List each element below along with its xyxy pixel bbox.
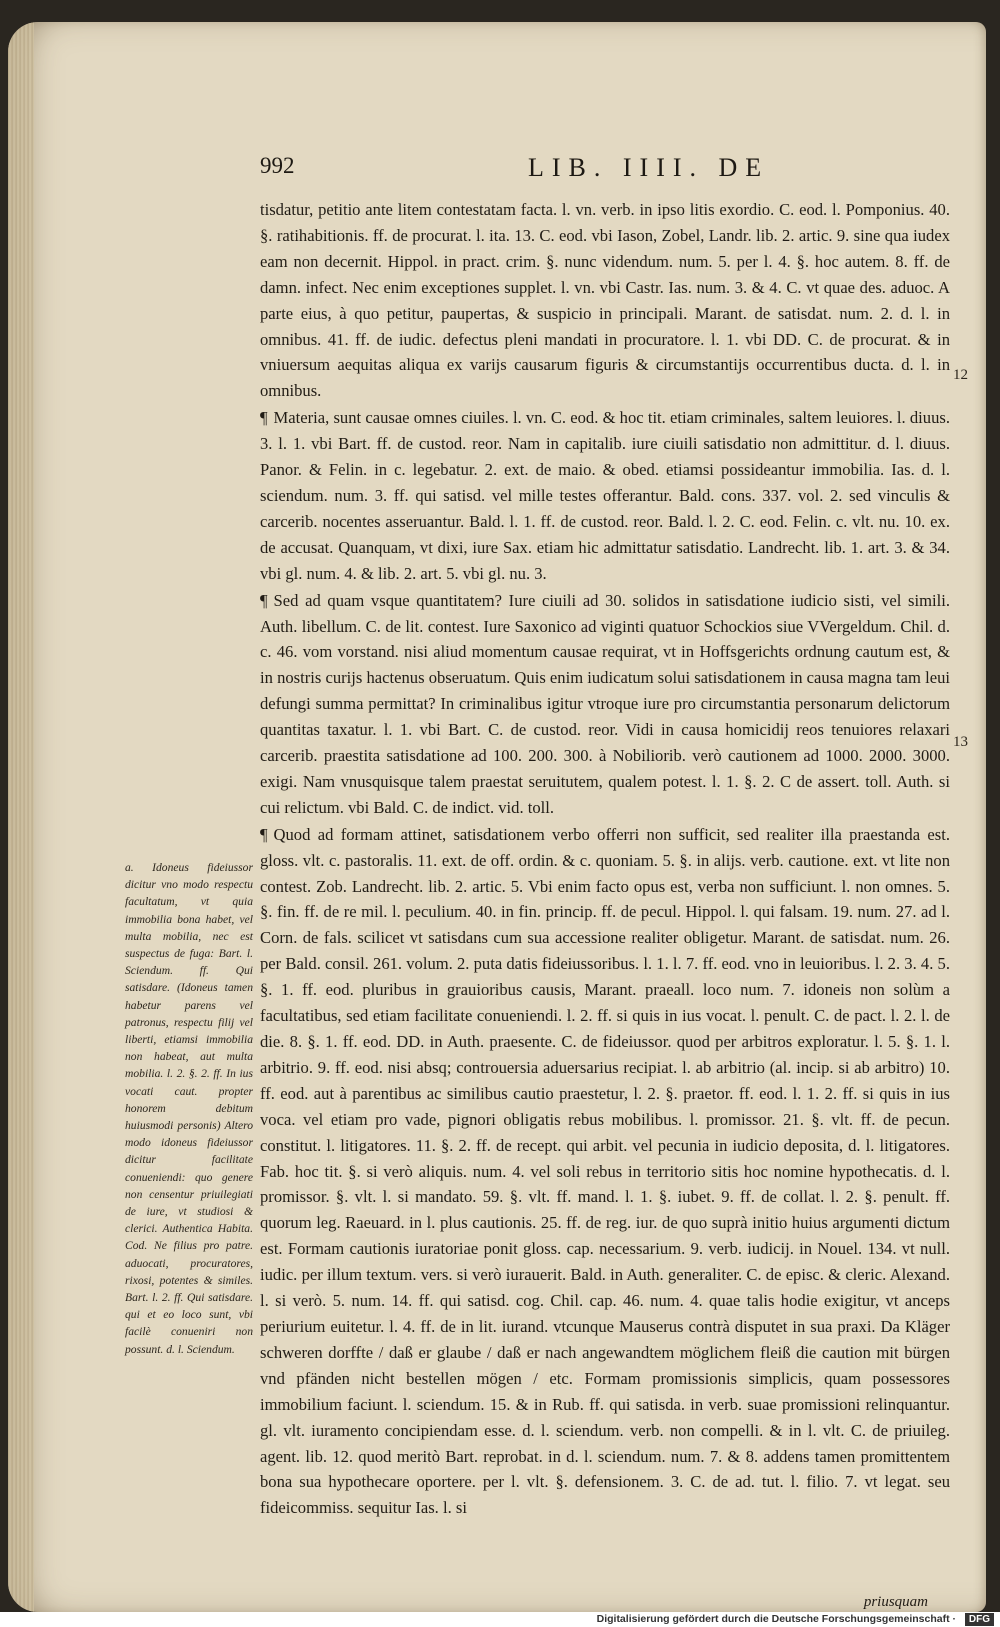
footer-credit: Digitalisierung gefördert durch die Deutsche Forschungsgemeinschaft · (596, 1613, 956, 1625)
paragraph-text: Quod ad formam attinet, satisdationem verbo offerri non sufficit, sed realiter illa praestanda est. gloss. vlt. c. pastoralis. 11. ext. de off. ordin. & c. quoniam. 5. §. in alijs. verb. cautione. ext. vt lite non contest. Zob. Landrecht. lib. 2. artic. 5. Vbi enim facto opus est, verba non sufficiunt. l. non omnes. 5. §. fin. ff. de re mil. l. peculium. 40. in fin. princip. ff. de pecul. Hippol. l. qui falsam. 19. num. 27. ad l. Corn. de fals. scilicet vt satisdans cum sua accessione realiter obligetur. Marant. de satisdat. num. 26. per Bald. consil. 261. volum. 2. puta datis fideiussoribus. l. 1. l. 7. ff. eod. vno in leuioribus. l. 2. 3. 4. 5. §. 1. ff. eod. pluribus in grauioribus causis, Marant. praeall. loco num. 7. idoneis non solùm a facultatibus, sed etiam facilitate conueniendi. l. 2. ff. si quis in ius vocat. l. penult. C. de pact. l. 2. l. de die. 8. §. 1. ff. eod. DD. in Auth. praesente. C. de fideiussor. quod per arbitros exploratur. l. 5. §. 1. l. arbitrio. 9. ff. eod. nisi absq; controuersia aduersarius recipiat. l. ab arbitrio (al. incip. si ab arbitro) 10. ff. eod. aut à parentibus ac similibus cautio praestetur, l. 2. §. praetor. ff. eod. l. 1. 2. ff. si quis in ius voca. vel etiam pro vade, pignori obligatis rebus mobilibus. l. promissor. 21. §. vlt. ff. de pecun. constitut. l. litigatores. 11. §. 2. ff. de recept. qui arbit. vel pecunia in iudicio deposita, d. l. litigatores. Fab. hoc tit. §. si verò aliquis. num. 4. vel soli rebus in territorio sitis hoc nomine hypothecatis. d. l. promissor. §. vlt. l. si mandato. 59. §. vlt. ff. mand. l. 1. §. iubet. 9. ff. de collat. l. 2. §. penult. ff. quorum leg. Raeuard. in l. plus cautionis. 25. ff. de reg. iur. de quo suprà initio huius argumenti dictum est. Formam cautionis iuratoriae ponit gloss. cap. necessarium. 9. verb. iudicij. in Nouel. 134. vt null. iudic. per illum textum. vers. si verò iurauerit. Bald. in Auth. generaliter. C. de episc. & cleric. Alexand. l. si verò. 5. num. 14. ff. qui satisd. cog. Chil. cap. 46. num. 4. quae talis hodie exigitur, vt anceps periurium euitetur. l. 4. ff. de in lit. iurand. vtcunque Mauserus contrà disputet in sua praxi. Da Kläger schweren dorffte / daß er glaube / daß er nach angewandtem möglichem fleiß die caution mit bürgen vnd pfänden nicht bestellen mögen / etc. Formam promissionis simplicis, quam possessores immobilium faciunt. l. sciendum. 15. & in Rub. ff. qui satisda. in verb. suae promissioni relinquantur. gl. vlt. iuramento concipiendam esse. d. l. sciendum. verb. non compelli. & in l. vlt. C. de priuileg. agent. lib. 12. quod meritò Bart. reprobat. in d. l. sciendum. num. 7. & 8. addens tamen promittentem bona sua hypothecare oportere. per l. vlt. §. defensionem. 3. C. de ad. tut. l. filio. 7. vt legat. seu fideicommiss. sequitur Ias. l. si (260, 824, 950, 1518)
running-title: LIB. IIII. DE (528, 153, 770, 182)
page-number: 992 (260, 153, 295, 178)
dfg-logo: DFG (965, 1613, 994, 1626)
main-text-column (260, 197, 950, 1521)
paragraph (260, 822, 950, 1521)
page-edge (8, 22, 34, 1612)
side-note: a. Idoneus fideiussor dicitur vno modo respectu facultatum, vt quia immobilia bona habet, vel multa mobilia, nec est suspectus de fuga: Bart. l. Sciendum. ff. Qui satisdare. (Idoneus tamen habetur parens vel patronus, respectu filij vel liberti, etiamsi immobilia non habeat, aut multa mobilia. l. 2. §. 2. ff. In ius vocati caut. propter honorem debitum huiusmodi personis) Altero modo idoneus fideiussor dicitur facilitate conueniendi: quo genere non censentur priuilegiati de iure, vt studiosi & clerici. Authentica Habita. Cod. Ne filius pro patre. aduocati, procuratores, rixosi, potentes & similes. Bart. l. 2. ff. Qui satisdare. qui et eo loco sunt, vbi facilè conueniri non possunt. d. l. Sciendum. (125, 861, 253, 1356)
pilcrow-icon: ¶ (260, 590, 268, 610)
paragraph (260, 197, 950, 404)
book-page (8, 22, 986, 1612)
margin-number: 13 (953, 734, 968, 750)
footer-bar (0, 1612, 1000, 1627)
pilcrow-icon: ¶ (260, 408, 268, 428)
paragraph-text: Sed ad quam vsque quantitatem? Iure ciuili ad 30. solidos in satisdatione iudicio sisti, vel simili. Auth. libellum. C. de lit. contest. Iure Saxonico ad viginti quatuor Schockios siue VVergeldum. Chil. d. c. 46. vom vorstand. nisi aliud momentum causae requirat, vt in Hoffsgerichts ordnung cautum est, & in nostris curijs hactenus obseruatum. Quis enim iudicatum solui satisdationem in causa magna tam leui defungi summa permittat? In criminalibus igitur vtroque iure pro circumstantia personarum delictorum quantitas taxatur. l. 1. vbi Bart. C. de custod. reor. Vidi in causa homicidij reos tenuiores relaxari carcerib. praestita satisdatione ad 100. 200. 300. à Nobiliorib. verò cautionem ad 1000. 2000. 3000. exigi. Nam vnusquisque talem praestat seruitutem, qualem potest. l. 1. §. 2. C de assert. toll. Auth. si cui relictum. vbi Bald. C. de indict. vid. toll. (260, 590, 950, 817)
paragraph (260, 588, 950, 821)
pilcrow-icon: ¶ (260, 824, 268, 844)
paragraph-text: tisdatur, petitio ante litem contestatam facta. l. vn. verb. in ipso litis exordio. C. eod. l. Pomponius. 40. §. ratihabitionis. ff. de procurat. l. ita. 13. C. eod. vbi Iason, Zobel, Landr. lib. 2. artic. 9. sine qua iudex eam non decernit. Hippol. in pract. crim. §. nunc videndum. num. 5. per l. 4. §. hoc autem. 8. ff. de damn. infect. Nec enim exceptiones supplet. l. vn. vbi Castr. Ias. num. 3. & 4. C. vt quae des. aduoc. A parte eius, à quo petitur, paupertas, & suspicio in principali. Marant. de satisdat. num. 2. d. l. in omnibus. 41. ff. de iudic. defectus pleni mandati in procuratore. l. 1. vbi DD. C. de procurat. & in vniuersum aequitas aliqua ex varijs causarum figuris & circumstantijs occurrentibus ducta. d. l. in omnibus. (260, 200, 950, 401)
paragraph (260, 405, 950, 586)
margin-number: 12 (953, 367, 968, 383)
catchword: priusquam (863, 1594, 928, 1610)
paragraph-text: Materia, sunt causae omnes ciuiles. l. vn. C. eod. & hoc tit. etiam criminales, saltem leuiores. l. diuus. 3. l. 1. vbi Bart. ff. de custod. reor. Nam in capitalib. iure ciuili satisdatio non admittitur. d. l. diuus. Panor. & Felin. in c. legebatur. 2. ext. de maio. & obed. etiamsi possideantur immobilia. Ias. d. l. sciendum. num. 3. ff. qui satisd. vel mille testes offerantur. Bald. cons. 337. vol. 2. sed vinculis & carcerib. nocentes asseruantur. Bald. l. 1. ff. de custod. reor. Bald. l. 2. C. eod. Felin. c. vlt. nu. 10. ex. de accusat. Quanquam, vt dixi, iure Sax. etiam hic admittatur satisdatio. Landrecht. lib. 1. art. 3. & 34. vbi gl. num. 4. & lib. 2. art. 5. vbi gl. nu. 3. (260, 408, 950, 583)
